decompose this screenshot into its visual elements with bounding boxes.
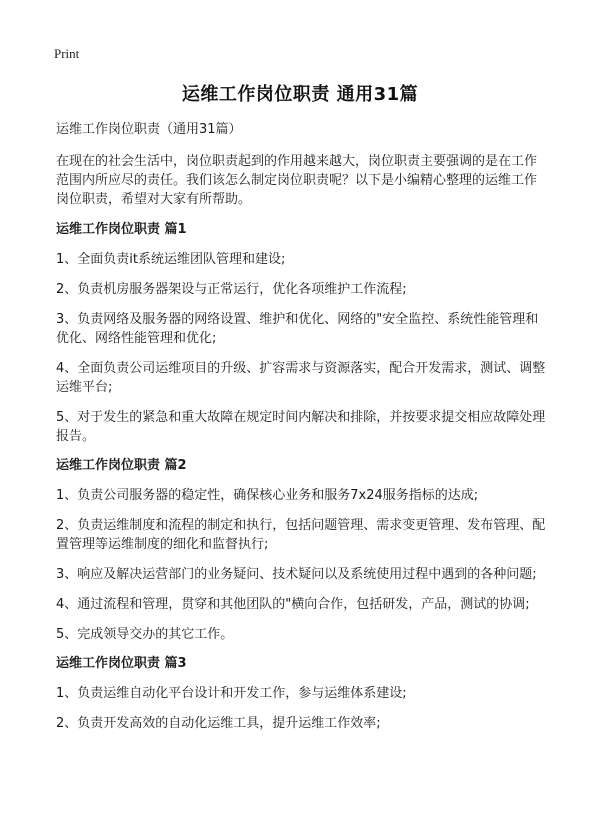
list-item: 1、负责公司服务器的稳定性，确保核心业务和服务7x24服务指标的达成;: [56, 488, 479, 503]
section-heading: 运维工作岗位职责 篇1: [56, 222, 187, 237]
list-item: 2、负责运维制度和流程的制定和执行，包括问题管理、需求变更管理、发布管理、配置管理等运维制度的细化和监督执行;: [56, 518, 546, 552]
list-item: 1、全面负责it系统运维团队管理和建设;: [56, 252, 286, 267]
page-title: 运维工作岗位职责 通用31篇: [181, 84, 419, 105]
list-item: 1、负责运维自动化平台设计和开发工作，参与运维体系建设;: [56, 686, 407, 701]
list-item: 2、负责机房服务器架设与正常运行，优化各项维护工作流程;: [56, 282, 407, 297]
document-subtitle: 运维工作岗位职责（通用31篇）: [56, 122, 242, 137]
document-body: [56, 121, 548, 744]
list-item: 4、全面负责公司运维项目的升级、扩容需求与资源落实，配合开发需求，测试、调整运维平台;: [56, 361, 546, 395]
list-item: 3、负责网络及服务器的网络设置、维护和优化、网络的"安全监控、系统性能管理和优化、网络性能管理和优化;: [56, 312, 539, 346]
list-item: 5、完成领导交办的其它工作。: [56, 627, 234, 642]
list-item: 3、响应及解决运营部门的业务疑问、技术疑问以及系统使用过程中遇到的各种问题;: [56, 567, 537, 582]
list-item: 2、负责开发高效的自动化运维工具，提升运维工作效率;: [56, 716, 381, 731]
print-link[interactable]: Print: [54, 46, 80, 61]
section-heading: 运维工作岗位职责 篇2: [56, 458, 187, 473]
list-item: 5、对于发生的紧急和重大故障在规定时间内解决和排除，并按要求提交相应故障处理报告。: [56, 410, 546, 444]
section-3: [56, 655, 548, 733]
list-item: 4、通过流程和管理，贯穿和其他团队的"横向合作，包括研发，产品，测试的协调;: [56, 597, 530, 612]
intro-paragraph: 在现在的社会生活中，岗位职责起到的作用越来越大，岗位职责主要强调的是在工作范围内所应尽的责任。我们该怎么制定岗位职责呢？以下是小编精心整理的运维工作岗位职责，希望对大家有所帮助。: [56, 154, 538, 207]
section-1: [56, 221, 548, 446]
section-2: [56, 457, 548, 644]
section-heading: 运维工作岗位职责 篇3: [56, 656, 187, 671]
